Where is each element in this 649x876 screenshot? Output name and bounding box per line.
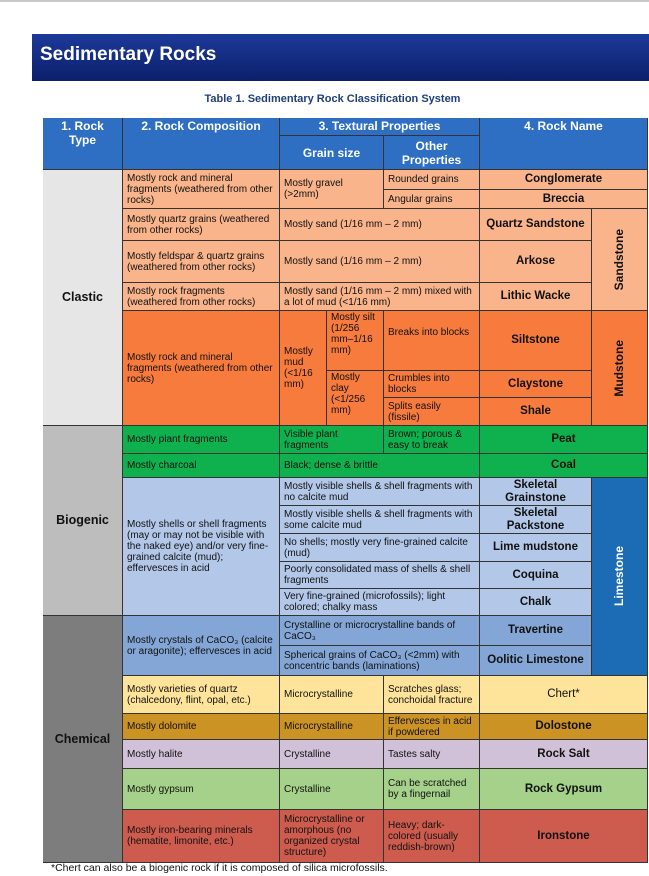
rock-quartz-sandstone: Quartz Sandstone [480, 209, 592, 241]
size-chert: Microcrystalline [280, 676, 384, 714]
size-feldspar: Mostly sand (1/16 mm – 2 mm) [280, 241, 480, 283]
rock-breccia: Breccia [480, 190, 648, 209]
comp-quartz: Mostly quartz grains (weathered from other rocks) [123, 209, 280, 241]
rock-lithic-wacke: Lithic Wacke [480, 283, 592, 311]
comp-lithic: Mostly rock fragments (weathered from other rocks) [123, 283, 280, 311]
other-breaks: Breaks into blocks [384, 311, 480, 371]
rock-chert: Chert* [480, 676, 648, 714]
comp-feldspar: Mostly feldspar & quartz grains (weathered from other rocks) [123, 241, 280, 283]
rock-siltstone: Siltstone [480, 311, 592, 371]
comp-gravel: Mostly rock and mineral fragments (weathered from other rocks) [123, 170, 280, 209]
size-clay: Mostly clay (<1/256 mm) [327, 371, 384, 426]
comp-chert: Mostly varieties of quartz (chalcedony, flint, opal, etc.) [123, 676, 280, 714]
size-lithic: Mostly sand (1/16 mm – 2 mm) mixed with a lot of mud (<1/16 mm) [280, 283, 480, 311]
comp-iron: Mostly iron-bearing minerals (hematite, limonite, etc.) [123, 810, 280, 863]
prop-coquina: Poorly consolidated mass of shells & shell fragments [280, 562, 480, 589]
other-crumbles: Crumbles into blocks [384, 371, 480, 398]
rock-skeletal-grainstone: Skeletal Grainstone [480, 478, 592, 506]
rock-rock-salt: Rock Salt [480, 740, 648, 769]
prop-skeletal-packstone: Mostly visible shells & shell fragments with some calcite mud [280, 506, 480, 534]
table-caption: Table 1. Sedimentary Rock Classification System [204, 93, 461, 105]
size-gypsum: Crystalline [280, 769, 384, 810]
prop-charcoal: Black; dense & brittle [280, 454, 480, 478]
rock-oolitic-limestone: Oolitic Limestone [480, 646, 592, 676]
group-limestone [592, 478, 648, 676]
header-rock-type: 1. Rock Type [43, 118, 123, 170]
type-clastic: Clastic [43, 170, 123, 426]
rock-conglomerate: Conglomerate [480, 170, 648, 190]
header-rock-name: 4. Rock Name [480, 118, 648, 170]
type-biogenic: Biogenic [43, 426, 123, 616]
other-chert: Scratches glass; conchoidal fracture [384, 676, 480, 714]
comp-caco3: Mostly crystals of CaCO₃ (calcite or aragonite); effervesces in acid [123, 616, 280, 676]
size-dolomite: Microcrystalline [280, 714, 384, 740]
page-title: Sedimentary Rocks [40, 44, 217, 65]
other-dolomite: Effervesces in acid if powdered [384, 714, 480, 740]
rock-peat: Peat [480, 426, 648, 454]
size-mud: Mostly mud (<1/16 mm) [280, 311, 327, 426]
prop-travertine: Crystalline or microcrystalline bands of CaCO₃ [280, 616, 480, 646]
other-rounded: Rounded grains [384, 170, 480, 190]
group-sandstone-label: Sandstone [612, 228, 626, 291]
comp-mud: Mostly rock and mineral fragments (weathered from other rocks) [123, 311, 280, 426]
prop-chalk: Very fine-grained (microfossils); light colored; chalky mass [280, 589, 480, 616]
other-plant: Brown; porous & easy to break [384, 426, 480, 454]
prop-oolitic: Spherical grains of CaCO₃ (<2mm) with concentric bands (laminations) [280, 646, 480, 676]
size-iron: Microcrystalline or amorphous (no organized crystal structure) [280, 810, 384, 863]
rock-lime-mudstone: Lime mudstone [480, 534, 592, 562]
comp-shells: Mostly shells or shell fragments (may or may not be visible with the naked eye) and/or very fine-grained calcite (mud); effervesces in acid [123, 478, 280, 616]
group-mudstone [592, 311, 648, 426]
other-splits: Splits easily (fissile) [384, 398, 480, 426]
other-angular: Angular grains [384, 190, 480, 209]
prop-skeletal-grainstone: Mostly visible shells & shell fragments with no calcite mud [280, 478, 480, 506]
comp-dolomite: Mostly dolomite [123, 714, 280, 740]
rock-travertine: Travertine [480, 616, 592, 646]
type-chemical: Chemical [43, 616, 123, 863]
rock-shale: Shale [480, 398, 592, 426]
rock-coquina: Coquina [480, 562, 592, 589]
header-textural: 3. Textural Properties [280, 118, 480, 136]
other-halite: Tastes salty [384, 740, 480, 769]
size-silt: Mostly silt (1/256 mm–1/16 mm) [327, 311, 384, 371]
top-divider [0, 0, 649, 2]
rock-rock-gypsum: Rock Gypsum [480, 769, 648, 810]
prop-lime-mudstone: No shells; mostly very fine-grained calcite (mud) [280, 534, 480, 562]
header-other-properties: Other Properties [384, 136, 480, 170]
size-plant: Visible plant fragments [280, 426, 384, 454]
size-gravel: Mostly gravel (>2mm) [280, 170, 384, 209]
rock-arkose: Arkose [480, 241, 592, 283]
classification-table [43, 118, 648, 863]
header-composition: 2. Rock Composition [123, 118, 280, 170]
other-iron: Heavy; dark-colored (usually reddish-brown) [384, 810, 480, 863]
rock-dolostone: Dolostone [480, 714, 648, 740]
size-quartz: Mostly sand (1/16 mm – 2 mm) [280, 209, 480, 241]
size-halite: Crystalline [280, 740, 384, 769]
comp-plant: Mostly plant fragments [123, 426, 280, 454]
group-sandstone [592, 209, 648, 311]
group-mudstone-label: Mudstone [612, 339, 626, 397]
rock-claystone: Claystone [480, 371, 592, 398]
comp-gypsum: Mostly gypsum [123, 769, 280, 810]
group-limestone-label: Limestone [612, 546, 626, 607]
other-gypsum: Can be scratched by a fingernail [384, 769, 480, 810]
rock-skeletal-packstone: Skeletal Packstone [480, 506, 592, 534]
title-banner [32, 34, 649, 81]
rock-coal: Coal [480, 454, 648, 478]
comp-halite: Mostly halite [123, 740, 280, 769]
footnote: *Chert can also be a biogenic rock if it is composed of silica microfossils. [51, 862, 388, 874]
rock-ironstone: Ironstone [480, 810, 648, 863]
comp-charcoal: Mostly charcoal [123, 454, 280, 478]
header-grain-size: Grain size [280, 136, 384, 170]
rock-chalk: Chalk [480, 589, 592, 616]
